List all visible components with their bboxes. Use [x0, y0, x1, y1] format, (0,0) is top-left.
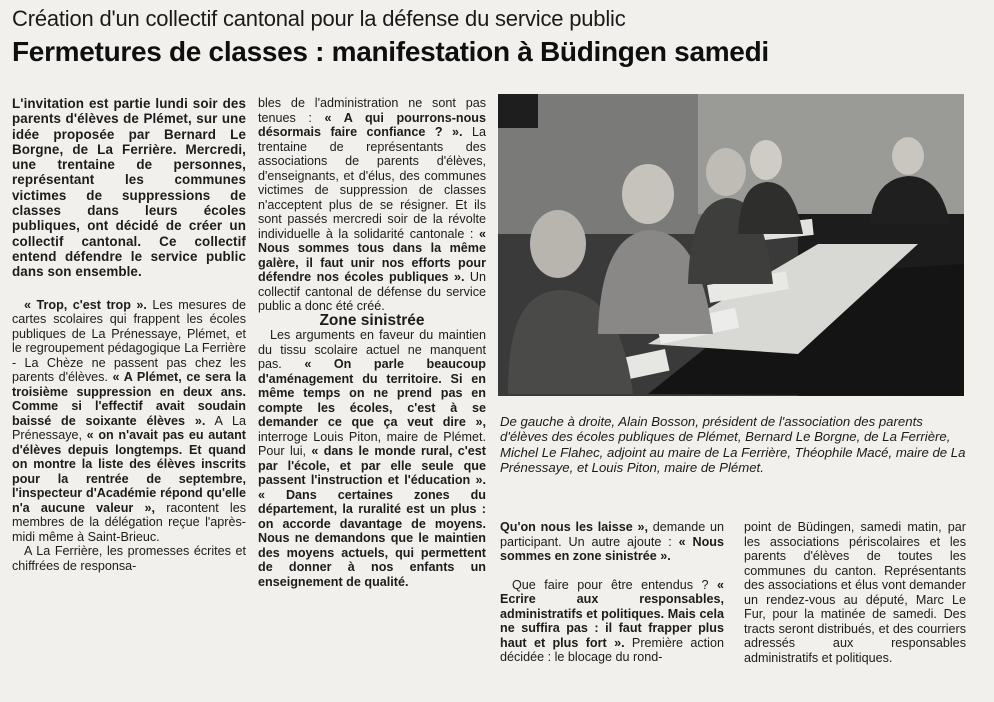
- col3-paragraph-1: Qu'on nous les laisse », demande un participant. Un autre ajoute : « Nous sommes en zone sinistrée ».: [500, 520, 724, 563]
- col2-paragraph-1: bles de l'administration ne sont pas tenues : « A qui pourrons-nous désormais faire confiance ? ». La trentaine de représentants des associations de parents d'élèves, d'enseignants, et d'élus, des communes victimes de suppression de classes n'acceptent plus de se résigner. Et ils sont passés mercredi soir de la révolte individuelle à la solidarité cantonale : « Nous sommes tous dans la même galère, il faut unir nos efforts pour défendre nos écoles publiques ». Un collectif cantonal de défense du service public a donc été créé.: [258, 96, 486, 313]
- article-lead: L'invitation est partie lundi soir des parents d'élèves de Plémet, sur une idée proposée par Bernard Le Borgne, de La Ferrière. Mercredi, une trentaine de personnes, représentant les communes victimes de suppressions de classes dans leurs écoles publiques, ont décidé de créer un collectif cantonal. Ce collectif entend défendre le service public dans son ensemble.: [12, 96, 246, 280]
- article-kicker: Création d'un collectif cantonal pour la défense du service public: [12, 6, 626, 31]
- col1-paragraph-2: A La Ferrière, les promesses écrites et chiffrées de responsa-: [12, 544, 246, 573]
- col2-paragraph-2: Les arguments en faveur du maintien du tissu scolaire actuel ne manquent pas. « On parle beaucoup d'aménagement du territoire. Si en même temps on ne prend pas en compte les écoles, c'est à se demander ce que ça veut dire », interroge Louis Piton, maire de Plémet. Pour lui, « dans le monde rural, c'est par l'école, et par elle seule que passent l'instruction et l'éducation ». « Dans certaines zones du département, la ruralité est un plus : on accorde davantage de moyens. Nous ne demandons que le maintien des moyens actuels, qui permettent de donner à nos enfants un enseignement de qualité.: [258, 328, 486, 589]
- column-3: [500, 520, 724, 665]
- article-headline: Fermetures de classes : manifestation à Büdingen samedi: [12, 36, 769, 67]
- col4-paragraph-1: point de Büdingen, samedi matin, par les associations périscolaires et les parents d'élèves de toutes les communes du canton. Représentants des associations et élus vont demander un rendez-vous au député, Marc Le Fur, pour la matinée de samedi. Des tracts seront distribués, et des courriers adressés aux responsables administratifs et politiques.: [744, 520, 966, 665]
- col1-paragraph-1: « Trop, c'est trop ». Les mesures de cartes scolaires qui frappent les écoles publiques de La Prénessaye, Plémet, et le regroupement pédagogique La Ferrière - La Chèze ne passent pas chez les parents d'élèves. « A Plémet, ce sera la troisième suppression en deux ans. Comme si l'effectif avait soudain baissé de soixante élèves ». A La Prénessaye, « on n'avait pas eu autant d'élèves depuis longtemps. Et quand on montre la liste des élèves inscrits pour la rentrée de septembre, l'inspecteur d'Académie répond qu'elle n'a aucune valeur », racontent les membres de la délégation reçue l'après-midi même à Saint-Brieuc.: [12, 297, 247, 544]
- photo-caption: De gauche à droite, Alain Bosson, président de l'association des parents d'élèves des écoles publiques de Plémet, Bernard Le Borgne, de La Ferrière, Michel Le Flahec, adjoint au maire de La Ferrière, Théophile Macé, maire de La Prénessaye, et Louis Piton, maire de Plémet.: [500, 414, 966, 476]
- column-1: [12, 96, 246, 573]
- article-photo: [498, 94, 964, 396]
- column-2: [258, 96, 486, 589]
- section-subhead: Zone sinistrée: [319, 311, 425, 329]
- column-4: [744, 520, 966, 665]
- meeting-photo-illustration: [498, 94, 964, 396]
- col3-paragraph-2: Que faire pour être entendus ? « Ecrire aux responsables, administratifs et politiques. Mais cela ne suffira pas : il faut frapper plus haut et plus fort ». Première action décidée : le blocage du rond-: [500, 577, 724, 664]
